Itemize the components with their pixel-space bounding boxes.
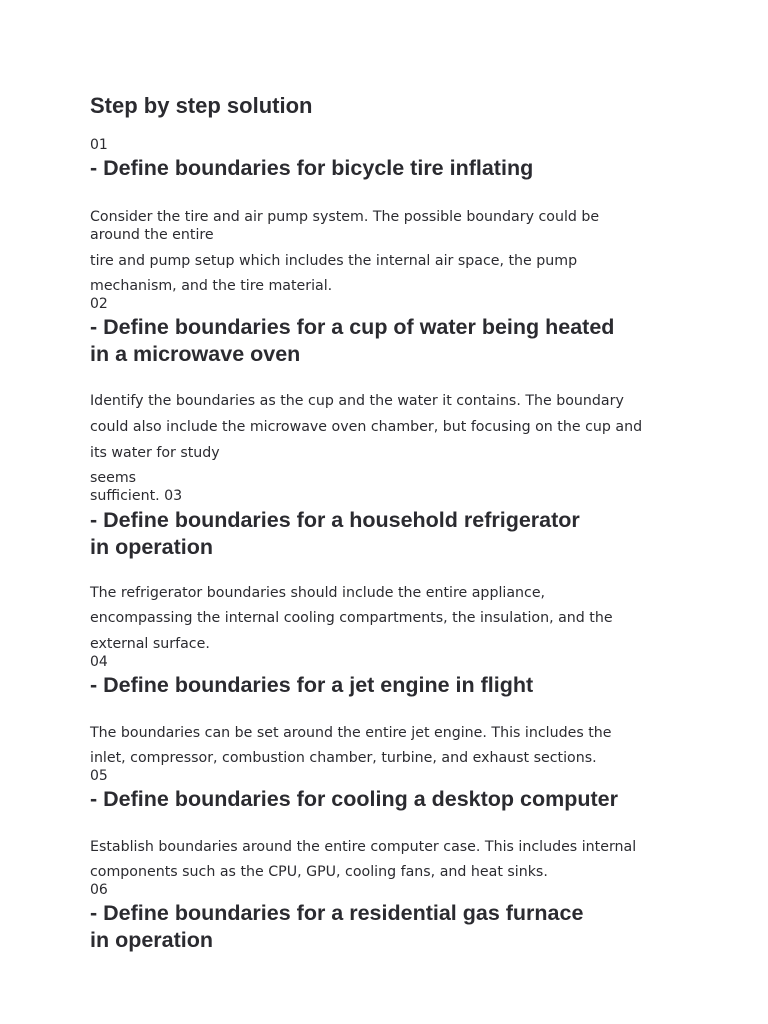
step-text-line: mechanism, and the tire material. [90, 278, 333, 294]
step-text-line: its water for study [90, 445, 220, 461]
step-text-line: Establish boundaries around the entire computer case. This includes internal [90, 839, 637, 855]
step-text-line: The boundaries can be set around the entire jet engine. This includes the [90, 725, 612, 741]
step-number: 04 [90, 654, 108, 670]
step-text-line: external surface. [90, 636, 210, 652]
step-number: 01 [90, 137, 108, 153]
page-title: Step by step solution [90, 93, 313, 118]
step-text-line: Identify the boundaries as the cup and the water it contains. The boundary [90, 393, 624, 409]
step-heading: - Define boundaries for a cup of water being heated in a microwave oven [90, 315, 615, 366]
step-text-line: inlet, compressor, combustion chamber, turbine, and exhaust sections. [90, 750, 597, 766]
step-text-line: tire and pump setup which includes the internal air space, the pump [90, 253, 578, 269]
step-text-line: around the entire [90, 227, 214, 243]
step-text-line: Consider the tire and air pump system. The possible boundary could be [90, 209, 600, 225]
step-text-line: components such as the CPU, GPU, cooling fans, and heat sinks. [90, 864, 548, 880]
step-text-line: sufficient. 03 [90, 488, 183, 504]
step-number: 05 [90, 768, 108, 784]
step-number: 06 [90, 882, 108, 898]
step-number: 02 [90, 296, 108, 312]
step-heading: - Define boundaries for a residential gas furnace in operation [90, 901, 584, 952]
step-text-line: seems [90, 470, 137, 486]
step-text-line: could also include the microwave oven chamber, but focusing on the cup and [90, 419, 643, 435]
step-heading: - Define boundaries for cooling a desktop computer [90, 787, 618, 811]
step-heading: - Define boundaries for a jet engine in flight [90, 673, 534, 697]
step-heading: - Define boundaries for a household refrigerator in operation [90, 508, 580, 559]
step-text-line: encompassing the internal cooling compartments, the insulation, and the [90, 610, 613, 626]
step-heading: - Define boundaries for bicycle tire inflating [90, 156, 534, 180]
step-text-line: The refrigerator boundaries should include the entire appliance, [90, 585, 546, 601]
